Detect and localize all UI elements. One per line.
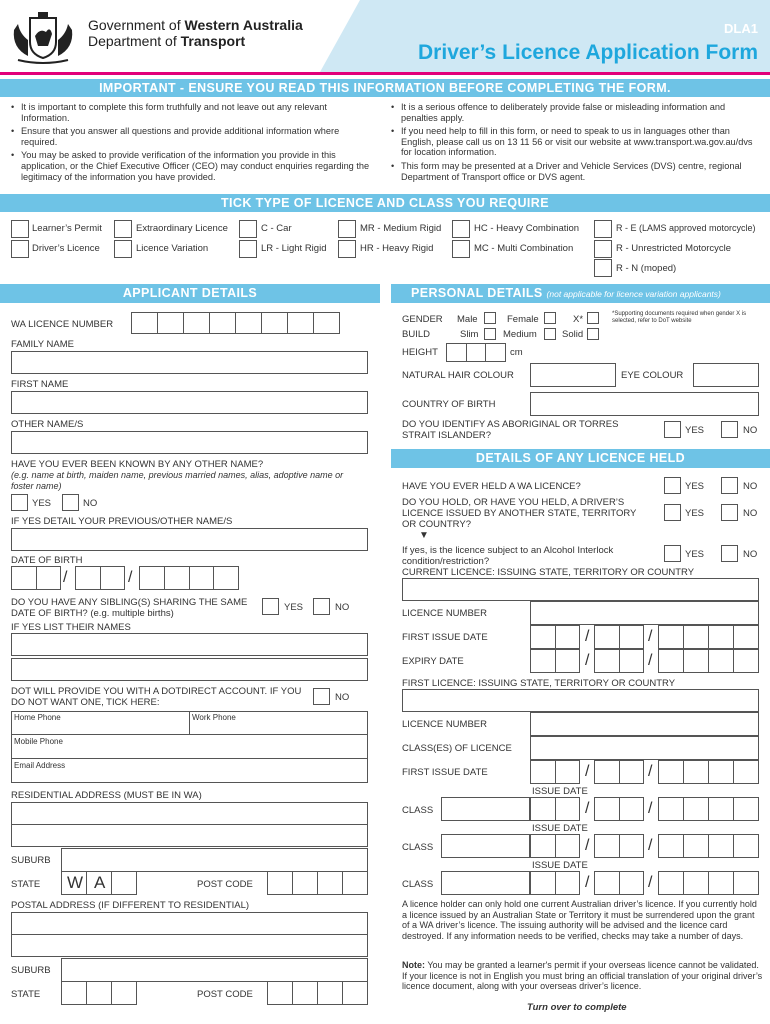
- previous-names-input[interactable]: [11, 528, 368, 551]
- current-first-issue-day[interactable]: [530, 625, 580, 649]
- siblings-no-checkbox[interactable]: [313, 598, 330, 615]
- class-input-2[interactable]: [441, 834, 530, 858]
- dob-year-input[interactable]: [139, 566, 239, 590]
- medium-checkbox[interactable]: [544, 328, 556, 340]
- class-input-1[interactable]: [441, 797, 530, 821]
- class2-issue-month[interactable]: [594, 834, 644, 858]
- class3-issue-day[interactable]: [530, 871, 580, 895]
- licence-held-banner: DETAILS OF ANY LICENCE HELD: [391, 449, 770, 468]
- licence-variation-checkbox[interactable]: [114, 240, 132, 258]
- class-input-3[interactable]: [441, 871, 530, 895]
- class1-issue-year[interactable]: [658, 797, 759, 821]
- postal-state-input[interactable]: [61, 981, 137, 1005]
- extraordinary-checkbox[interactable]: [114, 220, 132, 238]
- first-licence-issue-year[interactable]: [658, 760, 759, 784]
- first-name-input[interactable]: [11, 391, 368, 414]
- expiry-year[interactable]: [658, 649, 759, 673]
- surrender-note: A licence holder can only hold one current Australian driver’s licence. If you currently hold a licence issued by an Australian State or Territory it must be surrendered upon the grant of a WA driver’s licence. The issuing authority will be advised and the licence card destroyed. If any information needs to be verified, checks may take a number of days.: [402, 899, 757, 941]
- res-address-input[interactable]: [11, 802, 368, 825]
- res-postcode-input[interactable]: [267, 871, 368, 895]
- c-car-checkbox[interactable]: [239, 220, 257, 238]
- aboriginal-no-checkbox[interactable]: [721, 421, 738, 438]
- postal-suburb-input[interactable]: [61, 958, 368, 982]
- mr-checkbox[interactable]: [338, 220, 356, 238]
- aboriginal-yes-checkbox[interactable]: [664, 421, 681, 438]
- held-wa-yes-checkbox[interactable]: [664, 477, 681, 494]
- class1-issue-month[interactable]: [594, 797, 644, 821]
- sibling-names-input-2[interactable]: [11, 658, 368, 681]
- class2-issue-year[interactable]: [658, 834, 759, 858]
- licence-type-banner: TICK TYPE OF LICENCE AND CLASS YOU REQUIRE: [0, 194, 770, 212]
- expiry-day[interactable]: [530, 649, 580, 673]
- form-code: DLA1: [724, 21, 758, 36]
- overseas-note: Note: You may be granted a learner's permit if your overseas licence cannot be validated. If your licence is not in English you must bring an official translation of your original driver’s licence document, along with your overseas driver’s licence.: [402, 960, 763, 992]
- known-other-yes-checkbox[interactable]: [11, 494, 28, 511]
- learners-permit-checkbox[interactable]: [11, 220, 29, 238]
- class2-issue-day[interactable]: [530, 834, 580, 858]
- expiry-month[interactable]: [594, 649, 644, 673]
- class1-issue-day[interactable]: [530, 797, 580, 821]
- class3-issue-year[interactable]: [658, 871, 759, 895]
- current-licence-number-input[interactable]: [530, 601, 759, 625]
- first-licence-issuing-input[interactable]: [402, 689, 759, 712]
- drivers-licence-checkbox[interactable]: [11, 240, 29, 258]
- hc-checkbox[interactable]: [452, 220, 470, 238]
- crest-icon: [10, 10, 76, 66]
- mc-checkbox[interactable]: [452, 240, 470, 258]
- slim-checkbox[interactable]: [484, 328, 496, 340]
- held-other-no-checkbox[interactable]: [721, 504, 738, 521]
- current-first-issue-month[interactable]: [594, 625, 644, 649]
- solid-checkbox[interactable]: [587, 328, 599, 340]
- known-other-no-checkbox[interactable]: [62, 494, 79, 511]
- postal-address-input-2[interactable]: [11, 934, 368, 957]
- res-address-input-2[interactable]: [11, 824, 368, 847]
- postal-postcode-input[interactable]: [267, 981, 368, 1005]
- mobile-phone-input[interactable]: [11, 734, 368, 759]
- family-name-input[interactable]: [11, 351, 368, 374]
- applicant-banner: APPLICANT DETAILS: [0, 284, 380, 303]
- other-name-input[interactable]: [11, 431, 368, 454]
- arrow-down-icon: ▼: [419, 530, 429, 541]
- personal-banner: PERSONAL DETAILS (not applicable for licence variation applicants): [391, 284, 770, 303]
- class3-issue-month[interactable]: [594, 871, 644, 895]
- first-licence-number-input[interactable]: [530, 712, 759, 736]
- postal-address-input[interactable]: [11, 912, 368, 935]
- important-banner: IMPORTANT - ENSURE YOU READ THIS INFORMATION BEFORE COMPLETING THE FORM.: [0, 79, 770, 97]
- form-title: Driver’s Licence Application Form: [418, 41, 758, 64]
- country-of-birth-input[interactable]: [530, 392, 759, 416]
- lr-checkbox[interactable]: [239, 240, 257, 258]
- dept-name: Department of Transport: [88, 33, 246, 49]
- rn-checkbox[interactable]: [594, 259, 612, 277]
- siblings-yes-checkbox[interactable]: [262, 598, 279, 615]
- height-input[interactable]: [446, 343, 506, 362]
- first-licence-issue-month[interactable]: [594, 760, 644, 784]
- re-checkbox[interactable]: [594, 220, 612, 238]
- eye-colour-input[interactable]: [693, 363, 759, 387]
- held-other-yes-checkbox[interactable]: [664, 504, 681, 521]
- hr-checkbox[interactable]: [338, 240, 356, 258]
- important-right-list: • It is a serious offence to deliberately provide false or misleading information and penalties apply. • If you need help to fill in this form, or need to speak to us in languages other than English, please call us on 13 11 56 or visit our website at www.transport.wa.gov.au/dvs for location information. • This form may be presented at a Driver and Vehicle Services (DVS) centre, regional Department of Transport office or DVS agent.: [389, 102, 761, 185]
- sibling-names-input[interactable]: [11, 633, 368, 656]
- first-licence-issue-day[interactable]: [530, 760, 580, 784]
- wa-licence-number-input[interactable]: [131, 312, 340, 334]
- gov-name: Government of Western Australia: [88, 17, 303, 33]
- held-wa-no-checkbox[interactable]: [721, 477, 738, 494]
- interlock-yes-checkbox[interactable]: [664, 545, 681, 562]
- turn-over: Turn over to complete: [527, 1002, 627, 1013]
- r-unrestricted-checkbox[interactable]: [594, 240, 612, 258]
- x-checkbox[interactable]: [587, 312, 599, 324]
- header-pink-line: [0, 72, 770, 75]
- important-left-list: • It is important to complete this form truthfully and not leave out any relevant Information. • Ensure that you answer all questions and provide additional information where required. • You may be asked to provide verification of the information you provide in this application, or the Chief Executive Officer (CEO) may conduct enquiries regarding the legitimacy of the information you have provided.: [9, 102, 377, 185]
- res-suburb-input[interactable]: [61, 848, 368, 872]
- dob-day-input[interactable]: [11, 566, 61, 590]
- hair-colour-input[interactable]: [530, 363, 616, 387]
- female-checkbox[interactable]: [544, 312, 556, 324]
- dob-month-input[interactable]: [75, 566, 125, 590]
- dotdirect-no-checkbox[interactable]: [313, 688, 330, 705]
- male-checkbox[interactable]: [484, 312, 496, 324]
- current-first-issue-year[interactable]: [658, 625, 759, 649]
- interlock-no-checkbox[interactable]: [721, 545, 738, 562]
- classes-input[interactable]: [530, 736, 759, 760]
- current-issuing-input[interactable]: [402, 578, 759, 601]
